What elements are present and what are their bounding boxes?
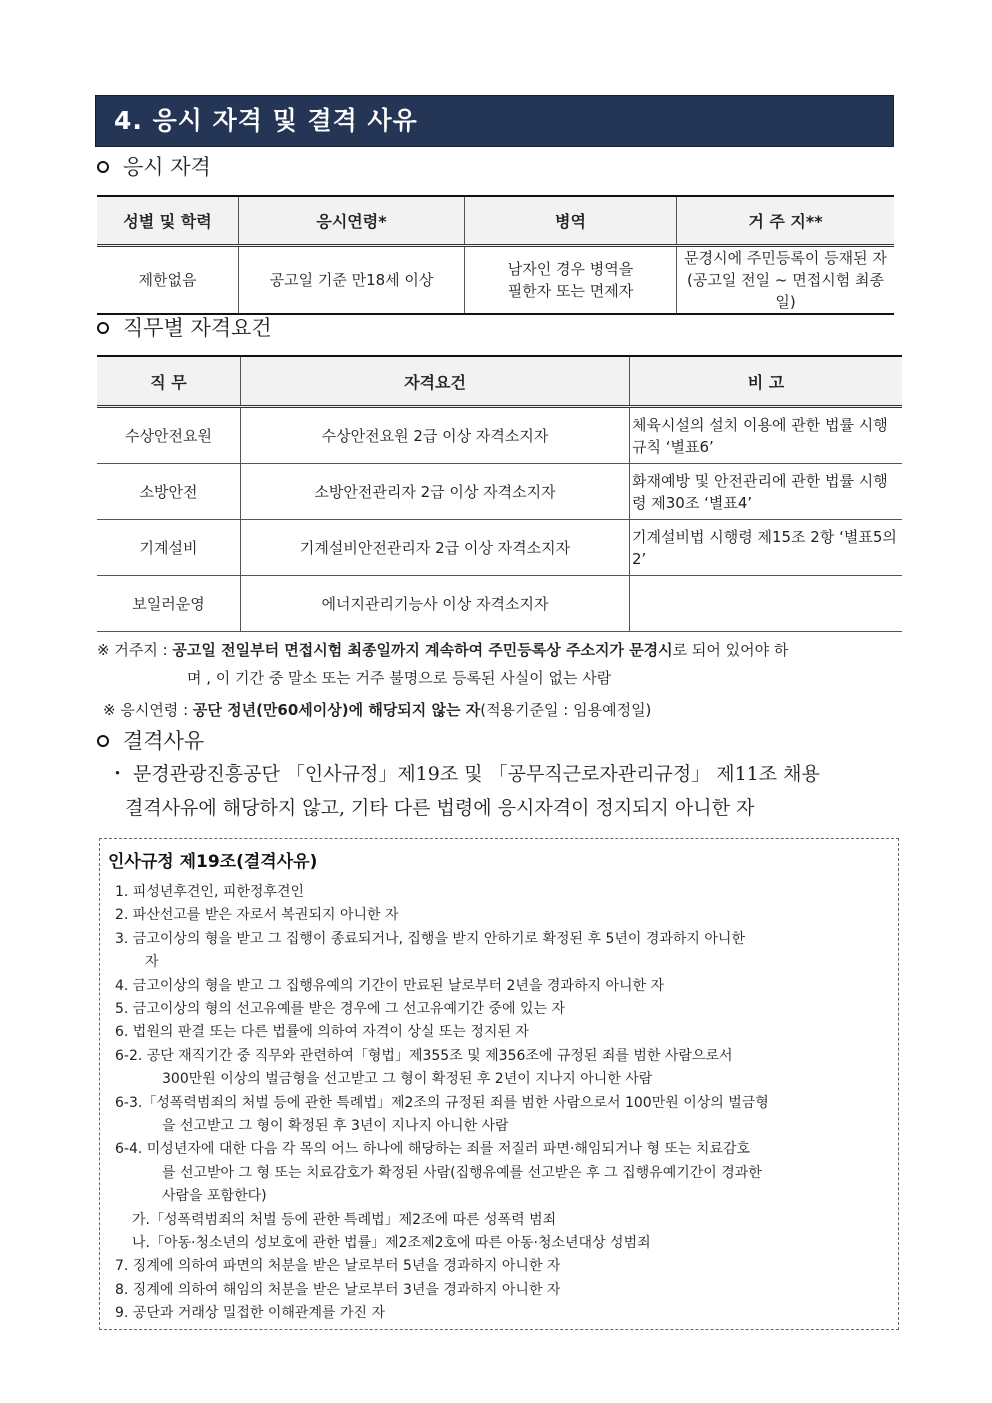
- qualification-table: [97, 195, 894, 315]
- cell-gender: 제한없음: [97, 246, 239, 315]
- disqualification-line1: ・ 문경관광진흥공단 「인사규정」제19조 및 「공무직근로자관리규정」 제11조 채용: [108, 763, 820, 785]
- regulation-box-title: 인사규정 제19조(결격사유): [108, 852, 318, 872]
- rule-item: 9. 공단과 거래상 밀접한 이해관계를 가진 자: [115, 1305, 385, 1321]
- col-header-age: 응시연령*: [239, 196, 465, 246]
- age-note-bold: 공단 정년(만60세이상)에 해당되지 않는 자: [192, 701, 481, 719]
- rule-item: 7. 징계에 의하여 파면의 처분을 받은 날로부터 5년을 경과하지 아니한 자: [115, 1258, 561, 1274]
- col-header-residence: 거 주 지**: [677, 196, 895, 246]
- rule-item: 6. 법원의 판결 또는 다른 법률에 의하여 자격이 상실 또는 정지된 자: [115, 1024, 529, 1040]
- table-row: [97, 246, 894, 315]
- rule-item: 3. 금고이상의 형을 받고 그 집행이 종료되거나, 집행을 받지 안하기로 확정된 후 5년이 경과하지 아니한: [115, 931, 745, 947]
- cell-residence: [677, 246, 895, 315]
- cell-remarks: 체육시설의 설치 이용에 관한 법률 시행규칙 ‘별표6’: [630, 407, 903, 464]
- cell-military-line1: 남자인 경우 병역을: [507, 260, 634, 278]
- cell-military: [465, 246, 677, 315]
- cell-job: 보일러운영: [97, 576, 241, 632]
- rule-item: 가.「성폭력범죄의 처벌 등에 관한 특례법」제2조에 따른 성폭력 범죄: [132, 1212, 557, 1228]
- cell-age: 공고일 기준 만18세 이상: [239, 246, 465, 315]
- table-row: [97, 464, 902, 520]
- heading-qualification: [97, 153, 211, 181]
- cell-job: 소방안전: [97, 464, 241, 520]
- cell-remarks: 화재예방 및 안전관리에 관한 법률 시행령 제30조 ‘별표4’: [630, 464, 903, 520]
- age-note: [103, 698, 651, 722]
- rule-item: 6-4. 미성년자에 대한 다음 각 목의 어느 하나에 해당하는 죄를 저질러 파면·해임되거나 형 또는 치료감호: [115, 1141, 751, 1157]
- table-row: [97, 520, 902, 576]
- residence-note: [97, 638, 897, 662]
- cell-requirement: 기계설비안전관리자 2급 이상 자격소지자: [241, 520, 630, 576]
- age-note-prefix: ※ 응시연령 :: [103, 701, 193, 719]
- rule-item: 를 선고받아 그 형 또는 치료감호가 확정된 사람(집행유예를 선고받은 후 그 집행유예기간이 경과한: [162, 1165, 762, 1181]
- rule-item: 자: [145, 954, 159, 970]
- residence-note-line2: 며 , 이 기간 중 말소 또는 거주 불명으로 등록된 사실이 없는 사람: [187, 669, 612, 687]
- cell-military-line2: 필한자 또는 면제자: [507, 282, 634, 300]
- residence-note-prefix: ※ 거주지 :: [97, 641, 173, 659]
- rule-item: 1. 피성년후견인, 피한정후견인: [115, 884, 304, 900]
- cell-residence-line1: 문경시에 주민등록이 등재된 자: [684, 249, 887, 267]
- rule-item: 8. 징계에 의하여 해임의 처분을 받은 날로부터 3년을 경과하지 아니한 자: [115, 1282, 561, 1298]
- cell-requirement: 소방안전관리자 2급 이상 자격소지자: [241, 464, 630, 520]
- cell-remarks: 기계설비법 시행령 제15조 2항 ‘별표5의 2’: [630, 520, 903, 576]
- table-row: [97, 576, 902, 632]
- age-note-suffix: (적용기준일 : 임용예정일): [480, 701, 652, 719]
- cell-requirement: 수상안전요원 2급 이상 자격소지자: [241, 407, 630, 464]
- cell-remarks: [630, 576, 903, 632]
- heading-disqualification-label: 결격사유: [123, 729, 205, 753]
- job-requirements-table: [97, 355, 902, 632]
- col-header-requirement: 자격요건: [241, 356, 630, 407]
- heading-disqualification: [97, 727, 204, 755]
- section-title: 4. 응시 자격 및 결격 사유: [95, 95, 894, 147]
- heading-qualification-label: 응시 자격: [123, 155, 211, 179]
- disqualification-line2: 결격사유에 해당하지 않고, 기타 다른 법령에 응시자격이 정지되지 아니한 자: [125, 797, 755, 819]
- heading-job-requirements: [97, 314, 272, 342]
- circle-bullet-icon: [97, 735, 109, 747]
- col-header-remarks: 비 고: [630, 356, 903, 407]
- rule-item: 300만원 이상의 벌금형을 선고받고 그 형이 확정된 후 2년이 지나지 아니한 사람: [162, 1071, 653, 1087]
- col-header-gender: 성별 및 학력: [97, 196, 239, 246]
- rule-item: 사람을 포함한다): [162, 1188, 267, 1204]
- rule-item: 나.「아동·청소년의 성보호에 관한 법률」제2조제2호에 따른 아동·청소년대상 성범죄: [132, 1235, 651, 1251]
- rule-item: 6-3.「성폭력범죄의 처벌 등에 관한 특례법」제2조의 규정된 죄를 범한 사람으로서 100만원 이상의 벌금형: [115, 1095, 769, 1111]
- rule-item: 을 선고받고 그 형이 확정된 후 3년이 지나지 아니한 사람: [162, 1118, 509, 1134]
- col-header-job: 직 무: [97, 356, 241, 407]
- residence-note-bold: 공고일 전일부터 면접시험 최종일까지 계속하여 주민등록상 주소지가 문경시: [172, 641, 673, 659]
- rule-item: 4. 금고이상의 형을 받고 그 집행유예의 기간이 만료된 날로부터 2년을 경과하지 아니한 자: [115, 978, 665, 994]
- rule-item: 5. 금고이상의 형의 선고유예를 받은 경우에 그 선고유예기간 중에 있는 자: [115, 1001, 566, 1017]
- cell-job: 수상안전요원: [97, 407, 241, 464]
- cell-residence-line2: (공고일 전일 ~ 면접시험 최종일): [687, 271, 884, 311]
- rule-item: 6-2. 공단 재직기간 중 직무와 관련하여「형법」제355조 및 제356조에 규정된 죄를 범한 사람으로서: [115, 1048, 733, 1064]
- col-header-military: 병역: [465, 196, 677, 246]
- rule-item: 2. 파산선고를 받은 자로서 복권되지 아니한 자: [115, 907, 399, 923]
- table-row: [97, 407, 902, 464]
- circle-bullet-icon: [97, 322, 109, 334]
- regulation-box: [99, 838, 899, 1330]
- circle-bullet-icon: [97, 161, 109, 173]
- cell-requirement: 에너지관리기능사 이상 자격소지자: [241, 576, 630, 632]
- cell-job: 기계설비: [97, 520, 241, 576]
- residence-note-suffix: 로 되어 있어야 하: [672, 641, 789, 659]
- heading-job-requirements-label: 직무별 자격요건: [123, 316, 272, 340]
